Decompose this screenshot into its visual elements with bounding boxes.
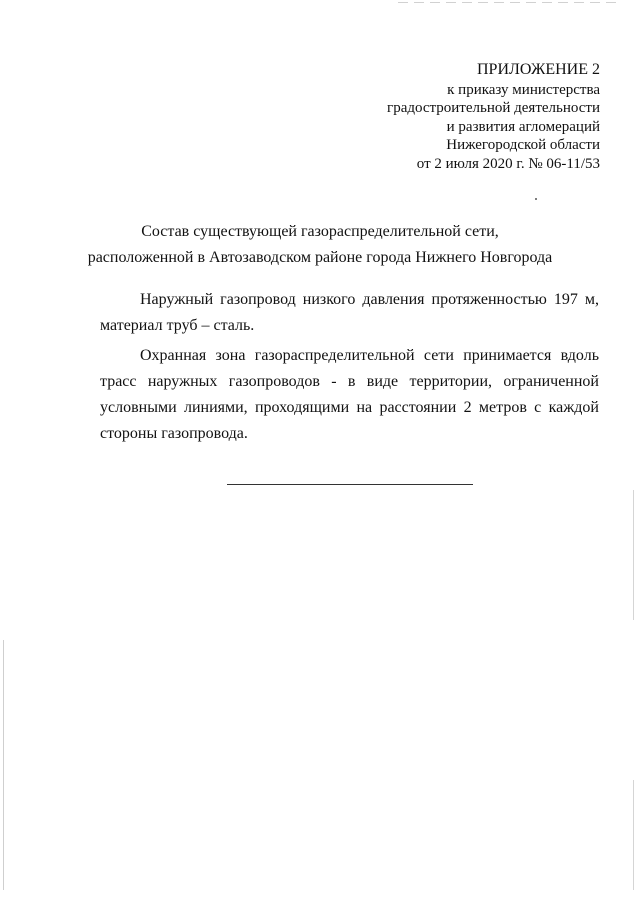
document-title (0, 219, 640, 271)
annex-line-order: к приказу министерства (447, 81, 600, 98)
annex-line-ministry: градостроительной деятельности (387, 100, 600, 116)
scan-artifact-left (3, 640, 4, 890)
scan-artifact-right-lower (633, 780, 634, 890)
annex-line-date-number: от 2 июля 2020 г. № 06-11/53 (416, 155, 600, 172)
title-line-1: Состав существующей газораспределительной сети, (141, 223, 499, 240)
annex-heading: ПРИЛОЖЕНИЕ 2 (476, 61, 600, 78)
annex-line-region: Нижегородской области (446, 137, 600, 153)
paragraph-pipeline: Наружный газопровод низкого давления протяженностью 197 м, материал труб – сталь. (100, 291, 599, 334)
scan-artifact-top (398, 2, 618, 3)
end-divider (227, 484, 473, 485)
paragraph-protection-zone: Охранная зона газораспределительной сети принимается вдоль трасс наружных газопроводов - в виде территории, ограниченной условными линиями, проходящими на расстоянии 2 метров с каждой стороны газопровода. (100, 347, 599, 442)
document-body (100, 287, 599, 447)
annex-line-agglomeration: и развития агломераций (446, 118, 600, 135)
title-line-2: расположенной в Автозаводском районе города Нижнего Новгорода (87, 249, 553, 266)
scan-artifact-right (633, 490, 634, 620)
annex-block (387, 61, 600, 173)
scan-speck (535, 198, 537, 200)
